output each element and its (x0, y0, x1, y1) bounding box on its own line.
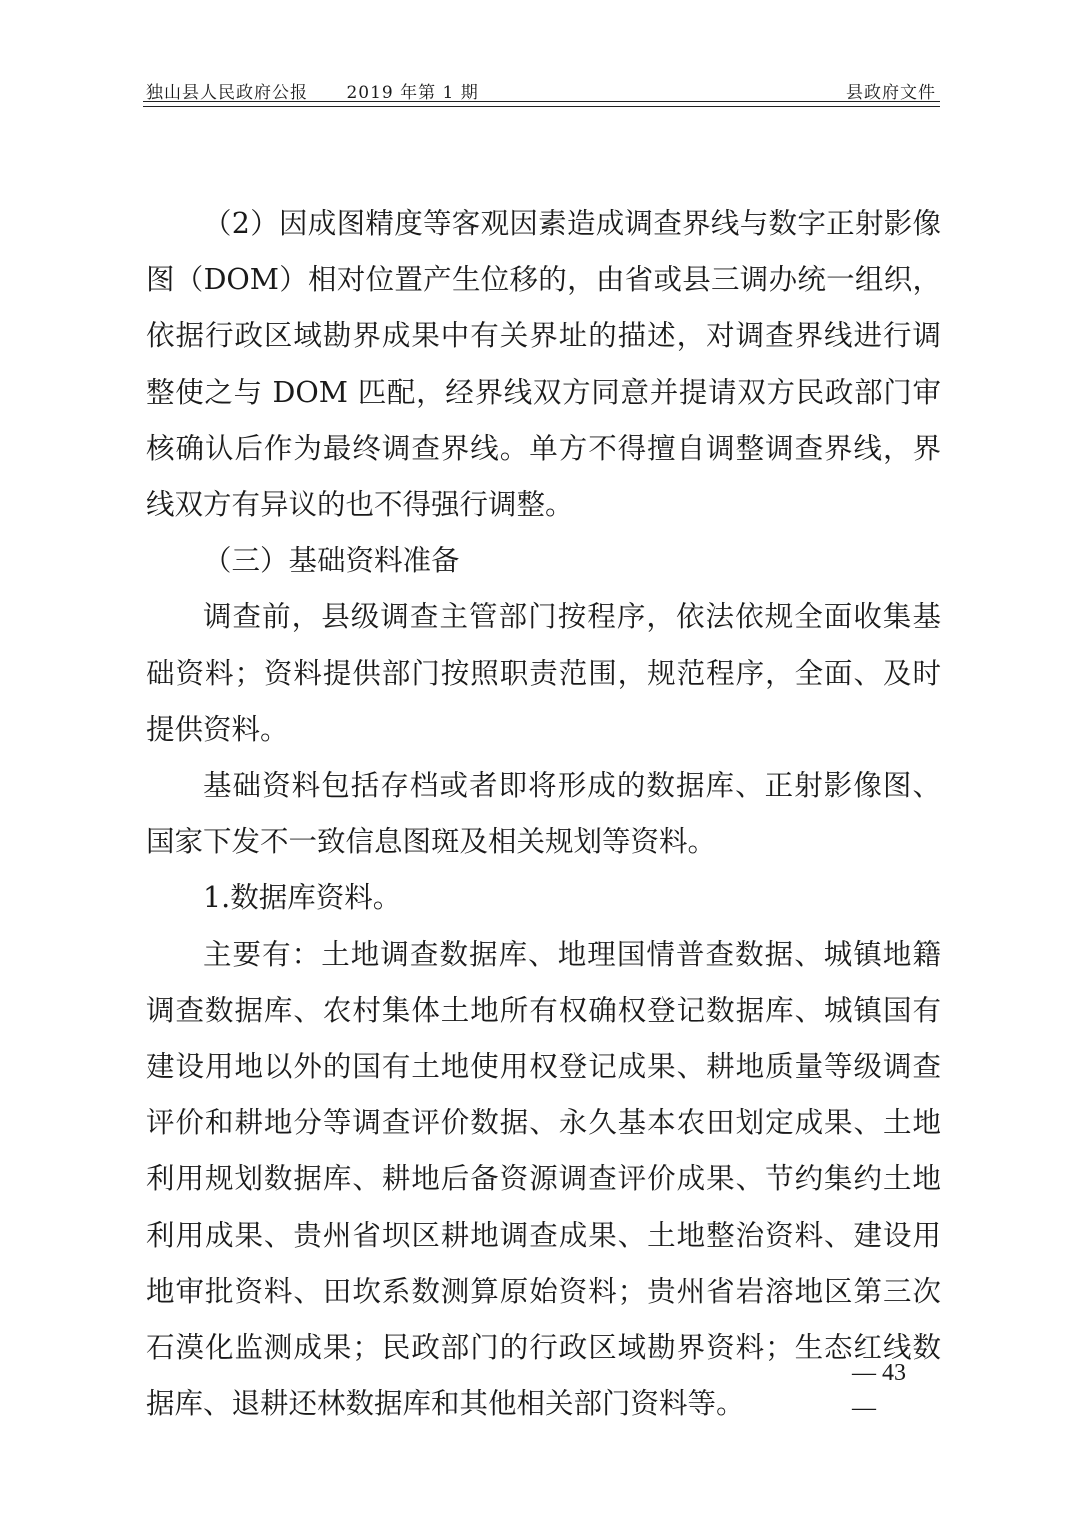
section-heading-basic-data: （三）基础资料准备 (203, 544, 460, 578)
paragraph-data-scope: 基础资料包括存档或者即将形成的数据库、正射影像图、国家下发不一致信息图斑及相关规划等资料。 (146, 769, 941, 859)
paragraph-database-list: 主要有：土地调查数据库、地理国情普查数据、城镇地籍调查数据库、农村集体土地所有权确权登记数据库、城镇国有建设用地以外的国有土地使用权登记成果、耕地质量等级调查评价和耕地分等调查评价数据、永久基本农田划定成果、土地利用规划数据库、耕地后备资源调查评价成果、节约集约土地利用成果、贵州省坝区耕地调查成果、土地整治资料、建设用地审批资料、田坎系数测算原始资料；贵州省岩溶地区第三次石漠化监测成果；民政部门的行政区域勘界资料；生态红线数据库、退耕还林数据库和其他相关部门资料等。 (146, 937, 941, 1421)
paragraph-data-collection: 调查前，县级调查主管部门按程序，依法依规全面收集基础资料；资料提供部门按照职责范围，规范程序，全面、及时提供资料。 (146, 600, 941, 746)
header-rule-thick (143, 101, 940, 102)
header-publication-issue (146, 78, 479, 103)
page-number: — 43 (852, 1360, 906, 1386)
issue-number: 2019 年第 1 期 (346, 83, 479, 103)
publication-name: 独山县人民政府公报 (146, 83, 308, 103)
paragraph-boundary-adjustment: （2）因成图精度等客观因素造成调查界线与数字正射影像图（DOM）相对位置产生位移的，由省或县三调办统一组织，依据行政区域勘界成果中有关界址的描述，对调查界线进行调整使之与 DOM 匹配，经界线双方同意并提请双方民政部门审核确认后作为最终调查界线。单方不得擅自调整调查界线，界线双方有异议的也不得强行调整。 (146, 207, 941, 522)
subheading-database: 1.数据库资料。 (203, 881, 402, 915)
header-rule-thin (143, 106, 940, 107)
document-body (146, 196, 941, 1432)
page-number-dash: — (852, 1395, 876, 1421)
header-section: 县政府文件 (846, 83, 936, 103)
